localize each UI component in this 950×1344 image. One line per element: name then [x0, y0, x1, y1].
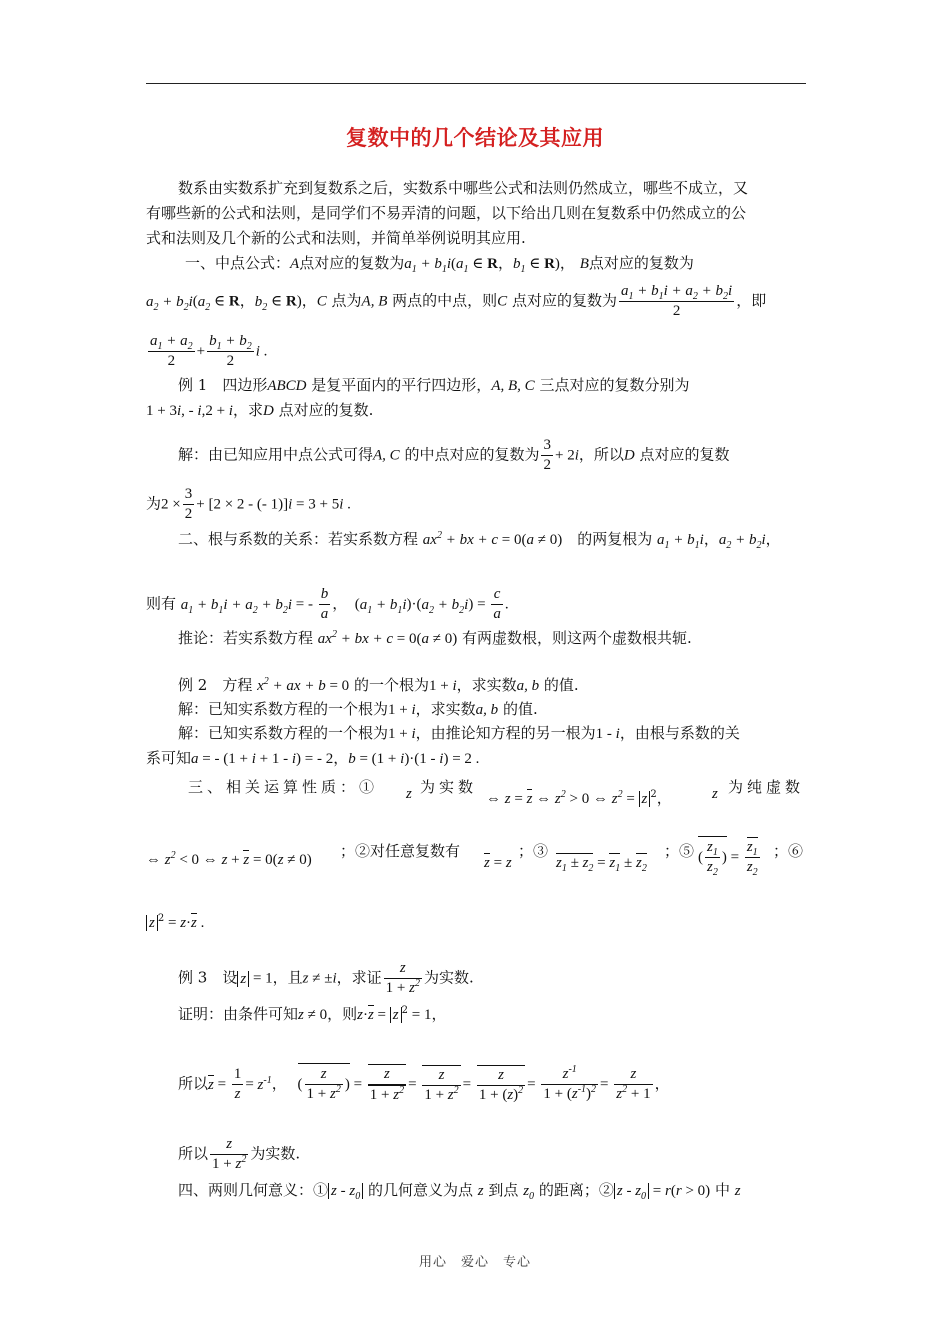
example3-line: 例 3 设 z = 1，且z ≠ ±i，求证 $\frac{z}{1 + z^2}$ 为实数. — [178, 960, 474, 996]
section3-line-1f: 为纯虚数 — [728, 778, 805, 796]
section2-line-2: 则有 $a_1 + b_1i + a_2 + b_2i$ = - $\frac{b}{a}$ ， $(a_1 + b_1i)\cdot(a_2 + b_2i)$ = $\frac{c}{a}$ . — [146, 586, 509, 622]
section3-line-1c: 为实数 — [420, 778, 478, 796]
section3-line-1a: 三、相关运算性质：① — [188, 778, 379, 796]
section3-line-2a: ⇔ $z^2 < 0$ ⇔ z + z = 0(z ≠ 0) — [146, 850, 312, 868]
section3-line-2b: ；②对任意复数有 — [340, 842, 461, 860]
solution1-line-2: 为2 × $\frac{3}{2}$ + [2 × 2 - (- 1)]i = 3 + 5i . — [146, 486, 351, 522]
section1-line-3: $\frac{a_1 + a_2}{2}$ + $\frac{b_1 + b_2}{2}$ i . — [150, 333, 268, 369]
example1-line-1: 例 1 四边形ABCD 是复平面内的平行四边形，A, B, C 三点对应的复数分别为 — [178, 376, 690, 394]
section3-line-1e: z — [712, 786, 718, 802]
section2-line-1: 二、根与系数的关系：若实系数方程 $ax^2$ + bx + c = 0(a ≠ 0) 的两复根为 $a_1 + b_1i$，$a_2 + b_2i$， — [178, 530, 781, 551]
section4-line: 四、两则几何意义：① z - $z_0$ 的几何意义为点 z 到点 $z_0$ 的距离；② $z - z_0 = r(r > 0)$ 中 z — [178, 1181, 741, 1202]
page-title: 复数中的几个结论及其应用 — [346, 126, 604, 150]
section3-line-2c: z = z — [484, 855, 512, 871]
corollary-line: 推论：若实系数方程 $ax^2$ + bx + c = 0(a ≠ 0) 有两虚数根，则这两个虚数根共轭. — [178, 629, 692, 647]
section1-line-1: 一、中点公式：A点对应的复数为$a_1 + b_1i(a_1$ ∈ R，$b_1$ ∈ R)， B点对应的复数为 — [185, 254, 694, 275]
section1-line-2: $a_2 + b_2i(a_2$ ∈ R，$b_2$ ∈ R)，C 点为A, B 两点的中点，则C 点对应的复数为 $\frac{a_1 + b_1i + a_2 + b_2i}{2}$ ，即 — [146, 283, 767, 319]
intro-line-3: 式和法则及几个新的公式和法则，并简单举例说明其应用. — [146, 229, 526, 247]
intro-line-1: 数系由实数系扩充到复数系之后，实数系中哪些公式和法则仍然成立，哪些不成立，又 — [178, 179, 749, 197]
section3-line-1b: z — [406, 786, 412, 802]
section3-line-2h: ；⑥ — [773, 842, 804, 860]
header-rule — [146, 83, 806, 84]
example2-line: 例 2 方程 $x^2$ + ax + b = 0 的一个根为1 + i，求实数a, b 的值. — [178, 676, 579, 694]
page-footer: 用心 爱心 专心 — [418, 1255, 531, 1270]
intro-line-2: 有哪些新的公式和法则，是同学们不易弄清的问题，以下给出几则在复数系中仍然成立的公 — [146, 204, 747, 222]
solution2b-line-1: 解：已知实系数方程的一个根为1 + i，由推论知方程的另一根为1 - i，由根与系数的关 — [178, 724, 740, 742]
section3-line-2g: ( $\frac{z_1}{z_2}$ ) = $\frac{z_1}{z_2}$ — [698, 836, 762, 877]
section3-line-2f: ；⑤ — [664, 842, 695, 860]
example1-line-2: 1 + 3i, - i,2 + i，求D 点对应的复数. — [146, 401, 374, 419]
section3-line-2d: ；③ — [518, 842, 549, 860]
section3-line-1d: ⇔ z = z ⇔ $z^2 > 0$ ⇔ $z^2 = z$ $^2$， — [486, 789, 672, 807]
section3-line-2e: $z_1 \pm z_2 = z_1 \pm z_2$ — [556, 855, 647, 874]
solution2b-line-2: 系可知a = - (1 + i + 1 - i) = - 2，b = (1 + i)·(1 - i) = 2 . — [146, 749, 480, 767]
section3-line-3: z $^2$ = z·z . — [146, 912, 204, 933]
proof-conclusion-line: 所以 $\frac{z}{1 + z^2}$ 为实数. — [178, 1136, 301, 1172]
proof-so-line: 所以z = $\frac{1}{z}$ = $z^{-1}$， ( $\frac{z}{1 + z^2}$ ) = $\frac{z}{1 + z^2}$ = $\frac{z}{1 + z^2}$ = $\frac{z}{1 + (z)^2}$ = $\frac{z^{-1}}{1 + (z^{-1})^2}$ = $\frac{z}{z^2 + 1}$ ， — [178, 1064, 670, 1103]
solution1-line-1: 解：由已知应用中点公式可得A, C 的中点对应的复数为 $\frac{3}{2}$ + 2i，所以D 点对应的复数 — [178, 437, 730, 473]
solution2a-line: 解：已知实系数方程的一个根为1 + i，求实数a, b 的值. — [178, 700, 538, 718]
proof-line: 证明：由条件可知z ≠ 0，则z·z = z $^2$ = 1， — [178, 1005, 447, 1023]
